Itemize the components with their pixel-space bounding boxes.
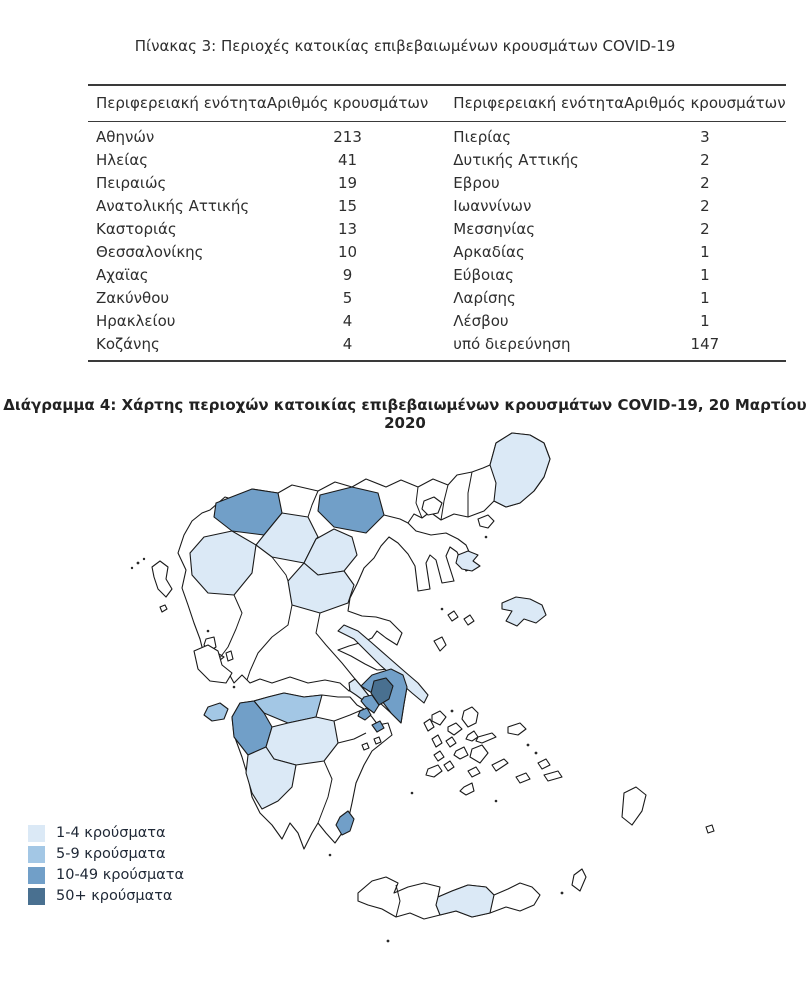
header-region-right: Περιφερειακή ενότητα [428, 85, 624, 122]
table-title: Πίνακας 3: Περιοχές κατοικίας επιβεβαιωμένων κρουσμάτων COVID-19 [134, 37, 676, 55]
map-legend [28, 823, 184, 907]
case-count-cell: 147 [690, 335, 720, 353]
legend-item [28, 823, 184, 844]
legend-label: 1-4 κρούσματα [56, 825, 166, 841]
region-name-cell: Αχαϊας [96, 266, 149, 284]
cases-table [88, 84, 786, 362]
case-count-cell: 5 [342, 289, 353, 307]
case-count-cell: 1 [700, 266, 710, 284]
region-name-cell: Θεσσαλονίκης [96, 243, 204, 261]
region-name-cell: Ιωαννίνων [453, 197, 532, 215]
case-count-cell: 213 [333, 128, 362, 146]
case-count-cell: 1 [700, 289, 710, 307]
table-row [88, 333, 786, 362]
region-name-cell: Ζακύνθου [96, 289, 170, 307]
case-count-cell: 3 [700, 128, 710, 146]
table-row [88, 310, 786, 333]
legend-label: 10-49 κρούσματα [56, 867, 185, 883]
region-heraklion [436, 885, 494, 917]
table-row [88, 241, 786, 264]
region-name-cell: Καστοριάς [96, 220, 177, 238]
case-count-cell: 13 [338, 220, 358, 238]
region-name-cell: Λαρίσης [453, 289, 516, 307]
legend-swatch-10-49 [28, 867, 45, 884]
greece-map-figure [20, 425, 760, 970]
region-name-cell: Ανατολικής Αττικής [96, 197, 250, 215]
corfu-island [152, 561, 172, 597]
case-count-cell: 4 [342, 335, 353, 353]
table-row [88, 287, 786, 310]
case-count-cell: 19 [338, 174, 358, 192]
case-count-cell: 10 [338, 243, 358, 261]
map-title: Διάγραμμα 4: Χάρτης περιοχών κατοικίας επιβεβαιωμένων κρουσμάτων COVID-19, 20 Μαρτίου 2020 [3, 396, 807, 432]
region-name-cell: Αθηνών [96, 128, 155, 146]
region-name-cell: Λέσβου [453, 312, 509, 330]
region-limnos-island [456, 551, 480, 571]
region-evros [490, 433, 550, 507]
case-count-cell: 41 [338, 151, 358, 169]
region-name-cell: Πειραιώς [96, 174, 167, 192]
legend-swatch-50plus [28, 888, 45, 905]
case-count-cell: 2 [700, 197, 710, 215]
legend-item [28, 844, 184, 865]
region-name-cell: Δυτικής Αττικής [453, 151, 579, 169]
table-row [88, 172, 786, 195]
region-name-cell: Αρκαδίας [453, 243, 525, 261]
case-count-cell: 1 [700, 312, 710, 330]
samothraki-island [478, 515, 494, 528]
region-name-cell: Κοζάνης [96, 335, 160, 353]
table-row [88, 195, 786, 218]
region-name-cell: υπό διερεύνηση [453, 335, 571, 353]
header-count-left: Αριθμός κρουσμάτων [267, 85, 428, 122]
region-name-cell: Εύβοιας [453, 266, 514, 284]
case-count-cell: 2 [700, 220, 710, 238]
sporades-islands [434, 611, 474, 651]
region-name-cell: Εβρου [453, 174, 500, 192]
case-count-cell: 1 [700, 243, 710, 261]
case-count-cell: 2 [700, 174, 710, 192]
legend-item [28, 865, 184, 886]
table-row [88, 149, 786, 172]
table-row [88, 218, 786, 241]
region-name-cell: Μεσσηνίας [453, 220, 536, 238]
region-zakynthos-island [204, 703, 228, 721]
table-header-row [88, 85, 786, 122]
case-count-cell: 4 [342, 312, 353, 330]
legend-swatch-1-4 [28, 825, 45, 842]
table-row [88, 122, 786, 149]
header-count-right: Αριθμός κρουσμάτων [624, 85, 785, 122]
header-region-left: Περιφερειακή ενότητα [88, 85, 267, 122]
legend-swatch-5-9 [28, 846, 45, 863]
case-count-cell: 9 [342, 266, 353, 284]
region-lesbos-island [502, 597, 546, 626]
legend-item [28, 886, 184, 907]
samos-ikaria-islands [476, 723, 526, 743]
region-name-cell: Ηρακλείου [96, 312, 176, 330]
region-name-cell: Πιερίας [453, 128, 512, 146]
legend-label: 5-9 κρούσματα [56, 846, 166, 862]
case-count-cell: 15 [338, 197, 358, 215]
region-name-cell: Ηλείας [96, 151, 149, 169]
table-row [88, 264, 786, 287]
case-count-cell: 2 [700, 151, 710, 169]
legend-label: 50+ κρούσματα [56, 888, 173, 904]
dodecanese-islands [516, 759, 714, 891]
chios-island [462, 707, 478, 727]
paxoi-island [160, 605, 167, 612]
